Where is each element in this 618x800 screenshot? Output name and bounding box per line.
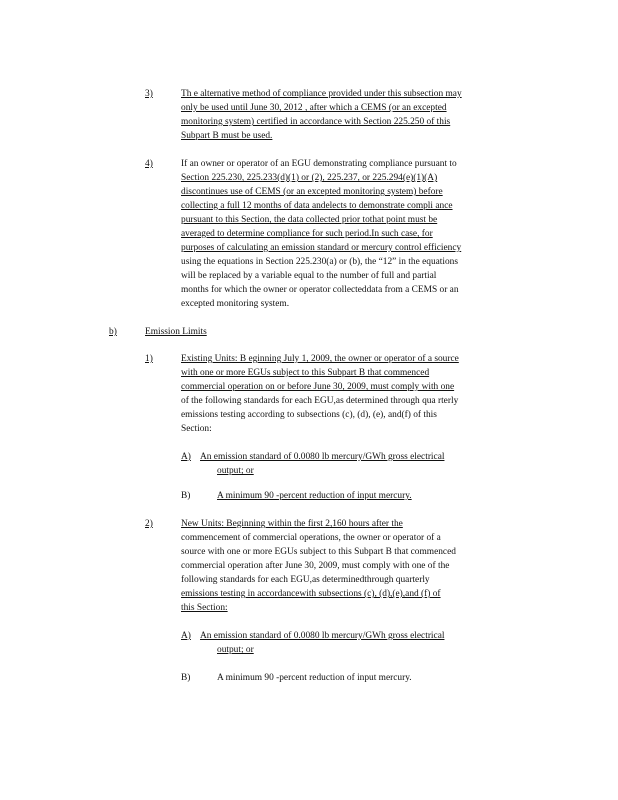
item-4-number: 4) bbox=[145, 159, 153, 169]
item-b1-line: Existing Units: B eginning July 1, 2009, the owner or operator of a source bbox=[181, 354, 459, 364]
item-4-line: purposes of calculating an emission standard or mercury control efficiency bbox=[181, 243, 462, 253]
item-3-line: only be used until June 30, 2012 , after which a CEMS (or an excepted bbox=[181, 103, 447, 113]
b1-option-a-line: An emission standard of 0.0080 lb mercury/GWh gross electrical bbox=[200, 452, 445, 462]
item-b2-line: emissions testing in accordancewith subsections (c), (d),(e),and (f) of bbox=[181, 589, 441, 599]
item-b1-line: of the following standards for each EGU,as determined through qua rterly bbox=[181, 396, 459, 406]
item-b1-line: emissions testing according to subsections (c), (d), (e), and(f) of this bbox=[181, 410, 437, 420]
b1-option-b bbox=[217, 489, 412, 503]
item-4-line: collecting a full 12 months of data andelects to demonstrate compli ance bbox=[181, 201, 453, 211]
item-3-number: 3) bbox=[145, 89, 153, 99]
item-b2-line: following standards for each EGU,as determinedthrough quarterly bbox=[181, 575, 430, 585]
b1-option-b-line: A minimum 90 -percent reduction of input mercury. bbox=[217, 491, 412, 501]
item-b1-text bbox=[181, 352, 459, 436]
item-4-line: using the equations in Section 225.230(a) or (b), the “12” in the equations bbox=[181, 257, 459, 267]
b1-option-b-label: B) bbox=[181, 491, 191, 501]
b1-option-a bbox=[200, 450, 444, 478]
item-3-text bbox=[181, 87, 462, 143]
item-b2-line: source with one or more EGUs subject to this Subpart B that commenced bbox=[181, 547, 456, 557]
item-b2-text bbox=[181, 517, 456, 615]
b1-option-a-label: A) bbox=[181, 452, 191, 462]
item-b1-number: 1) bbox=[145, 354, 153, 364]
section-b-title: Emission Limits bbox=[145, 327, 207, 337]
item-b1-line: with one or more EGUs subject to this Subpart B that commenced bbox=[181, 368, 430, 378]
item-4-line: discontinues use of CEMS (or an excepted monitoring system) before bbox=[181, 187, 443, 197]
item-b1-line: Section: bbox=[181, 424, 212, 434]
item-b2-number: 2) bbox=[145, 519, 153, 529]
item-b2-line: commencement of commercial operations, the owner or operator of a bbox=[181, 533, 441, 543]
b2-option-a bbox=[200, 629, 444, 657]
item-4-line: excepted monitoring system. bbox=[181, 299, 290, 309]
item-3-line: Th e alternative method of compliance provided under this subsection may bbox=[181, 89, 462, 99]
item-4-line: months for which the owner or operator collecteddata from a CEMS or an bbox=[181, 285, 459, 295]
item-4-line: Section 225.230, 225.233(d)(1) or (2), 225.237, or 225.294(e)(1)(A) bbox=[181, 173, 438, 183]
item-b2-line: commercial operation after June 30, 2009, must comply with one of the bbox=[181, 561, 450, 571]
b1-option-a-line: output; or bbox=[217, 466, 254, 476]
b2-option-b-label: B) bbox=[181, 673, 191, 683]
item-3-line: Subpart B must be used. bbox=[181, 131, 273, 141]
item-b2-line: this Section: bbox=[181, 603, 228, 613]
item-4-text bbox=[181, 157, 461, 311]
item-b1-line: commercial operation on or before June 30, 2009, must comply with one bbox=[181, 382, 455, 392]
b2-option-b bbox=[217, 671, 412, 685]
b2-option-a-line: An emission standard of 0.0080 lb mercury/GWh gross electrical bbox=[200, 631, 445, 641]
section-b-letter: b) bbox=[109, 327, 117, 337]
b2-option-a-label: A) bbox=[181, 631, 191, 641]
b2-option-b-line: A minimum 90 -percent reduction of input mercury. bbox=[217, 673, 412, 683]
b2-option-a-line: output; or bbox=[217, 645, 254, 655]
item-4-line: averaged to determine compliance for such period.In such case, for bbox=[181, 229, 433, 239]
item-b2-line: New Units: Beginning within the first 2,160 hours after the bbox=[181, 519, 403, 529]
item-4-line: If an owner or operator of an EGU demonstrating compliance pursuant to bbox=[181, 159, 457, 169]
item-4-line: will be replaced by a variable equal to the number of full and partial bbox=[181, 271, 437, 281]
item-3-line: monitoring system) certified in accordance with Section 225.250 of this bbox=[181, 117, 451, 127]
item-4-line: pursuant to this Section, the data collected prior tothat point must be bbox=[181, 215, 438, 225]
